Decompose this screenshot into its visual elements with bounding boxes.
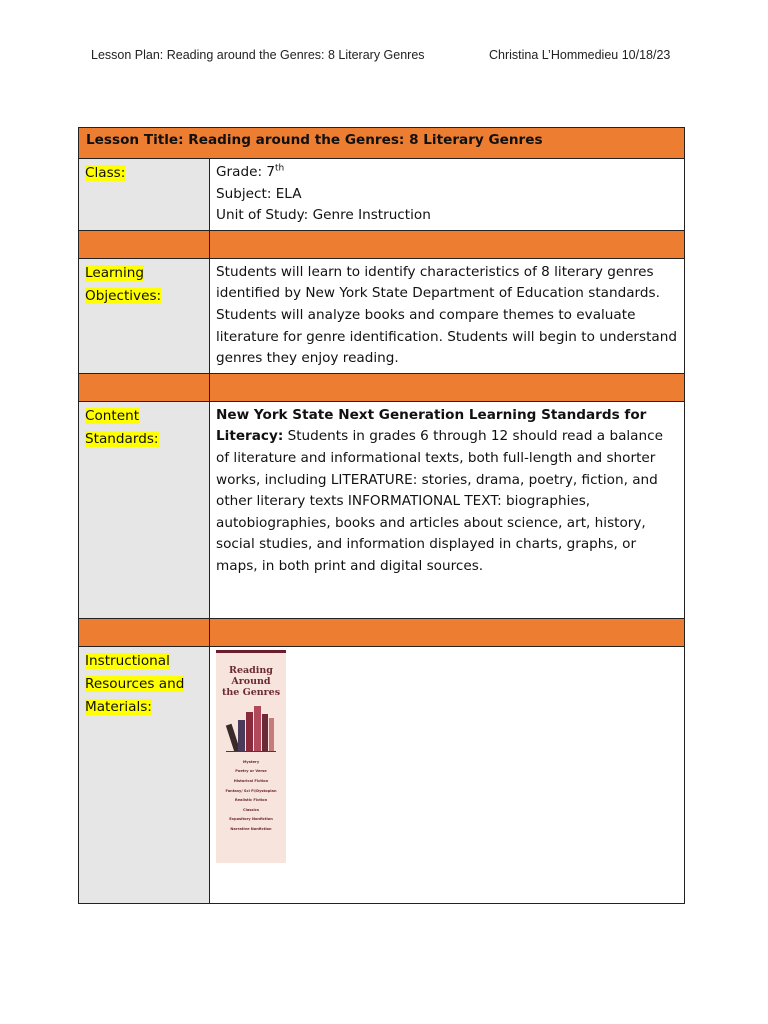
- poster-genre-item: Expository Nonfiction: [229, 817, 273, 822]
- content-standards-label-2: Standards:: [85, 430, 159, 447]
- lesson-plan-table: [78, 127, 685, 904]
- content-standards-row: [79, 401, 685, 618]
- learning-objectives-row: [79, 258, 685, 373]
- learning-objectives-label-1: Learning: [85, 264, 145, 281]
- poster-title: [216, 665, 286, 698]
- class-label: Class:: [85, 165, 126, 181]
- class-row: [79, 159, 685, 231]
- content-standards-label-cell: [79, 401, 210, 618]
- learning-objectives-label-cell: [79, 258, 210, 373]
- subject-line: Subject: ELA: [216, 185, 302, 202]
- unit-line: Unit of Study: Genre Instruction: [216, 207, 431, 224]
- poster-genre-item: Classics: [242, 807, 260, 812]
- content-standards-label-1: Content: [85, 407, 140, 424]
- poster-title-line: Around: [231, 675, 271, 687]
- instructional-resources-row: [79, 646, 685, 903]
- class-label-cell: [79, 159, 210, 231]
- instructional-resources-content: [210, 646, 685, 903]
- header-title: Lesson Plan: Reading around the Genres: 8 Literary Genres: [91, 48, 425, 62]
- instructional-resources-label-2: Resources and: [85, 675, 185, 692]
- content-standards-text: [210, 401, 685, 618]
- books-illustration: [224, 702, 278, 752]
- grade-line: [216, 162, 678, 184]
- poster-genre-item: Mystery: [242, 759, 260, 764]
- learning-objectives-label-2: Objectives:: [85, 287, 162, 304]
- poster-genre-item: Poetry or Verse: [235, 769, 267, 774]
- lesson-title-row: [79, 128, 685, 159]
- instructional-resources-label-1: Instructional: [85, 652, 170, 669]
- poster-genre-item: Fantasy/ Sci Fi/Dystopian: [225, 788, 277, 793]
- standards-name: New York State Next Generation Learning Standards for Literacy:: [216, 406, 647, 445]
- instructional-resources-label-cell: [79, 646, 210, 903]
- poster-title-line: the Genres: [221, 686, 281, 698]
- lesson-title: Lesson Title: Reading around the Genres: 8 Literary Genres: [79, 128, 685, 159]
- spacer-row: [79, 230, 685, 258]
- spacer-row: [79, 373, 685, 401]
- poster-genre-item: Realistic Fiction: [234, 798, 268, 803]
- reading-genres-poster-image: [216, 650, 286, 863]
- header-author-date: Christina L’Hommedieu 10/18/23: [489, 48, 671, 62]
- learning-objectives-text: Students will learn to identify characteristics of 8 literary genres identified by New York State Department of Education standards. Students will analyze books and compare themes to evaluate literature for genre identification. Students will begin to understand genres they enjoy reading.: [210, 258, 685, 373]
- poster-title-line: Reading: [229, 664, 273, 676]
- poster-genre-item: Historical Fiction: [233, 778, 269, 783]
- instructional-resources-label-3: Materials:: [85, 698, 152, 715]
- poster-genre-list: [216, 758, 286, 835]
- class-content: [210, 159, 685, 231]
- grade-sup: th: [275, 163, 285, 174]
- poster-genre-item: Narrative Nonfiction: [230, 826, 272, 831]
- spacer-row: [79, 618, 685, 646]
- grade-text: Grade: 7: [216, 164, 275, 180]
- standards-description: Students in grades 6 through 12 should read a balance of literature and informational texts, both full-length and shorter works, including LITERATURE: stories, drama, poetry, fiction, and other literary texts INFORMATIONAL TEXT: biographies, autobiographies, books and articles about science, art, history, social studies, and information displayed in charts, graphs, or maps, in both print and digital sources.: [216, 428, 663, 574]
